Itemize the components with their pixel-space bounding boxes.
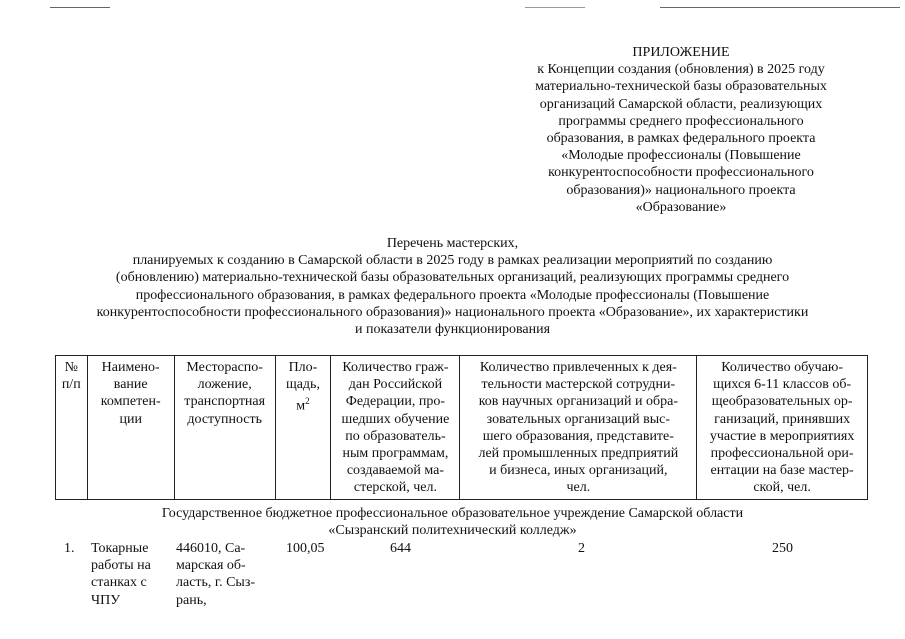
appendix-line: образования, в рамках федерального проекта [546, 131, 816, 147]
appendix-line: программы среднего профессионального [558, 113, 804, 129]
area-superscript: 2 [305, 396, 310, 407]
location: 446010, Са- марская об- ласть, г. Сыз- рань, [176, 541, 256, 608]
appendix-line: к Концепции создания (обновления) в 2025 году [537, 62, 825, 78]
row-number: 1. [64, 541, 75, 556]
appendix-block [510, 44, 852, 216]
list-title [0, 235, 905, 338]
list-title-line: конкурентоспособности профессионального образования)» национального проекта «Образование», их характеристики [96, 304, 809, 320]
col-header-pupils: Количество обучаю- щихся 6-11 классов об- щеобразовательных ор- ганизаций, принявших участие в мероприятиях профессиональной ори- ентации на базе мастер- ской, чел. [697, 356, 868, 500]
organization-heading [0, 505, 905, 539]
appendix-line: «Молодые профессионалы (Повышение [561, 148, 801, 164]
header-rule-left [50, 7, 110, 8]
pupils-value: 250 [772, 541, 793, 556]
appendix-line: конкурентоспособности профессионального [548, 165, 814, 181]
table-header-row [56, 356, 868, 500]
col-header-location: Местораспо- ложение, транспортная доступность [174, 356, 275, 500]
organization-type: Государственное бюджетное профессиональное образовательное учреждение Самарской области [161, 506, 744, 521]
staff-value: 2 [578, 541, 585, 556]
appendix-heading: ПРИЛОЖЕНИЕ [632, 45, 730, 60]
header-rule-right [660, 7, 900, 8]
list-title-line: Перечень мастерских, [386, 236, 519, 251]
competence-name: Токарные работы на станках с ЧПУ [91, 541, 151, 608]
workshops-table [55, 355, 868, 500]
header-rule-middle [525, 7, 585, 8]
citizens-value: 644 [390, 541, 411, 556]
appendix-line: образования)» национального проекта [566, 182, 796, 198]
area-value: 100,05 [286, 541, 325, 556]
appendix-line: материально-технической базы образовательных [535, 79, 827, 95]
list-title-line: и показатели функционирования [354, 322, 551, 338]
appendix-line: организаций Самарской области, реализующих [539, 96, 823, 112]
organization-name: «Сызранский политехнический колледж» [328, 523, 577, 539]
col-header-competence: Наимено- вание компетен- ции [87, 356, 174, 500]
list-title-line: профессионального образования, в рамках федерального проекта «Молодые профессионалы (Повышение [135, 287, 770, 303]
list-title-line: (обновлению) материально-технической базы образовательных организаций, реализующих программы среднего [115, 270, 790, 286]
col-header-staff-attracted: Количество привлеченных к дея- тельности мастерской сотрудни- ков научных организаций и обра- зовательных организаций выс- шего образования, представите- лей промышленных предприятий и бизнеса, иных организаций, чел. [460, 356, 697, 500]
col-header-citizens-trained: Количество граж- дан Российской Федерации, про- шедших обучение по образователь- ным программам, создаваемой ма- стерской, чел. [331, 356, 460, 500]
list-title-line: планируемых к созданию в Самарской области в 2025 году в рамках реализации мероприятий по созданию [132, 253, 773, 269]
col-header-area: Пло- щадь, $м^2$ [275, 356, 331, 500]
appendix-line: «Образование» [635, 199, 727, 215]
col-header-number: № п/п [56, 356, 88, 500]
